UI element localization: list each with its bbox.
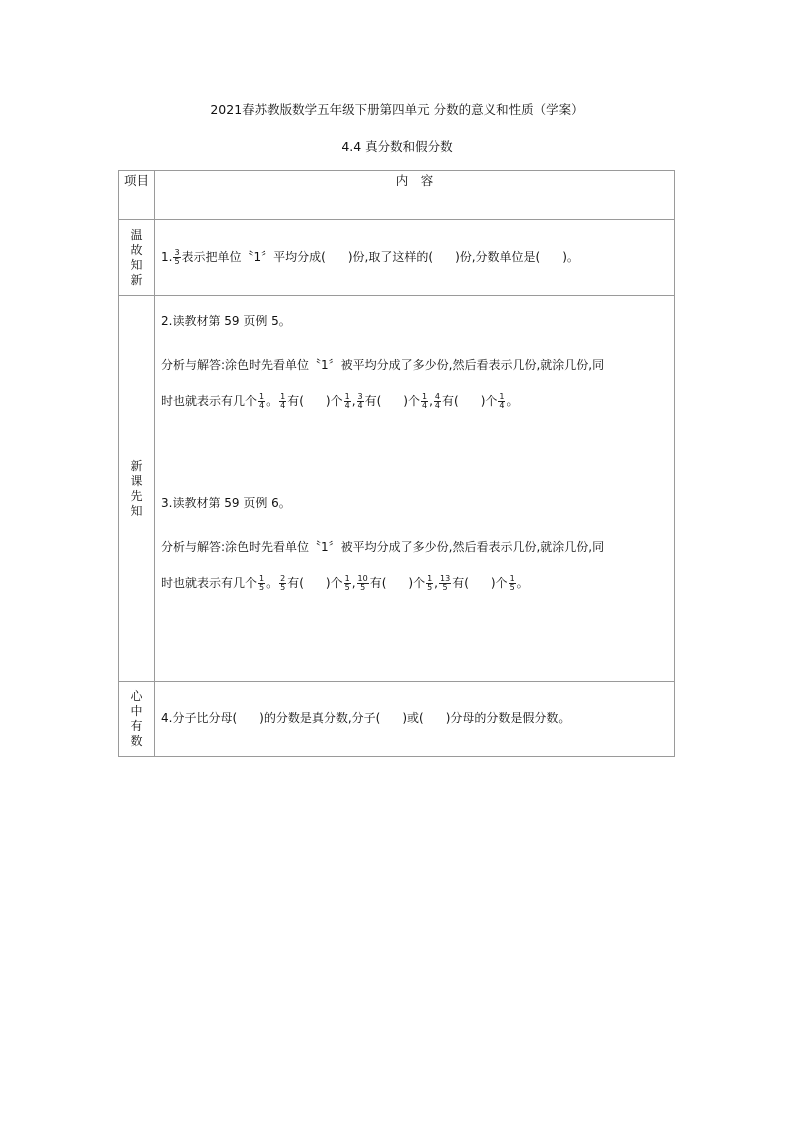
row-label-cell <box>119 220 155 296</box>
table-header-row <box>119 171 675 220</box>
worksheet-table <box>118 170 675 757</box>
header-content: 内 容 <box>155 171 675 220</box>
table-row <box>119 682 675 757</box>
row-label: 新课先知 <box>130 458 143 518</box>
question-4: 4.分子比分母( )的分数是真分数,分子( )或( )分母的分数是假分数。 <box>161 711 571 725</box>
question-1: 1. $\frac{3}{5}$ 表示把单位〝1〞平均分成( )份,取了这样的( )份,分数单位是( )。 <box>161 248 579 266</box>
row-label: 心中有数 <box>130 689 143 748</box>
row-content-cell <box>155 296 675 682</box>
question-3-heading: 3.读教材第 59 页例 6。 <box>161 496 291 510</box>
lesson-subtitle: 4.4 真分数和假分数 <box>341 139 453 154</box>
table-row <box>119 296 675 682</box>
row-label: 温故知新 <box>130 227 143 287</box>
row-label-cell <box>119 682 155 757</box>
question-2-heading: 2.读教材第 59 页例 5。 <box>161 314 291 328</box>
question-3-fill: 时也就表示有几个 $\frac{1}{5}$ 。 $\frac{2}{5}$ 有( )个 $\frac{1}{5}$ , $\frac{10}{5}$ 有( )个 $\frac{1}{5}$ , $\frac{13}{5}$ 有( )个 $\frac{1}{5}$ 。 <box>161 574 529 592</box>
document-title: 2021春苏教版数学五年级下册第四单元 分数的意义和性质（学案） <box>210 102 584 117</box>
fraction: $\frac{3}{5}$ <box>174 248 180 266</box>
table-row <box>119 220 675 296</box>
question-2-analysis: 分析与解答:涂色时先看单位〝1〞被平均分成了多少份,然后看表示几份,就涂几份,同 <box>161 358 605 372</box>
row-label-cell <box>119 296 155 682</box>
row-content-cell <box>155 682 675 757</box>
question-3-analysis: 分析与解答:涂色时先看单位〝1〞被平均分成了多少份,然后看表示几份,就涂几份,同 <box>161 540 605 554</box>
row-content-cell <box>155 220 675 296</box>
header-item: 项目 <box>119 171 155 220</box>
question-2-fill: 时也就表示有几个 $\frac{1}{4}$ 。 $\frac{1}{4}$ 有( )个 $\frac{1}{4}$ , $\frac{3}{4}$ 有( )个 $\frac{1}{4}$ , $\frac{4}{4}$ 有( )个 $\frac{1}{4}$ 。 <box>161 392 519 410</box>
